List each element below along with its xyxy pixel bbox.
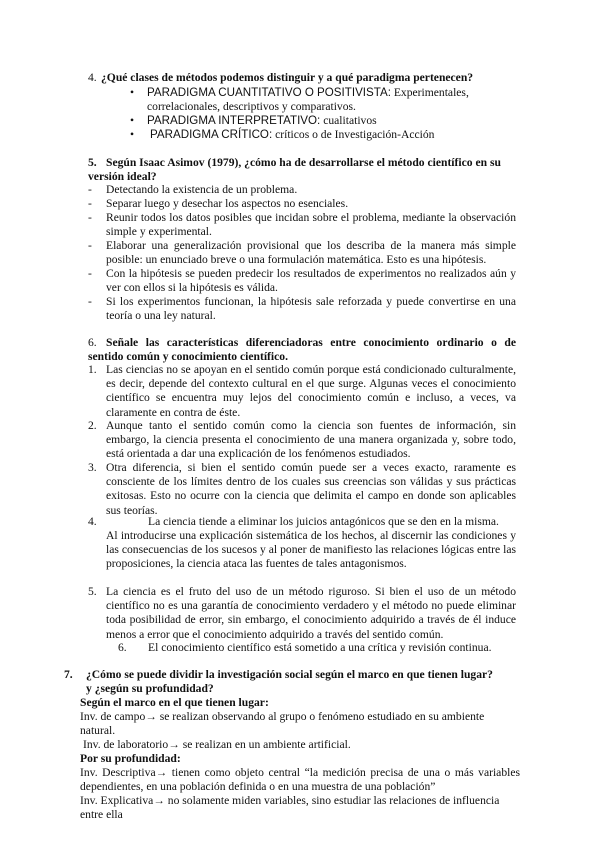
q7-question-line1: ¿Cómo se puede dividir la investigación social según el marco en que tienen lugar? xyxy=(86,668,493,681)
q4-bullet-text xyxy=(147,114,523,128)
q5-item-text: Reunir todos los datos posibles que incidan sobre el problema, mediante la observación simple y experimental. xyxy=(106,211,516,239)
q7-paragraph-explicativa: Inv. Explicativa→ no solamente miden variables, sino estudiar las relaciones de influencia entre ella xyxy=(80,794,500,822)
q4-bullet-text xyxy=(150,128,526,142)
bullet-icon: • xyxy=(130,86,135,99)
q5-heading xyxy=(88,156,518,186)
q5-item-text: Si los experimentos funcionan, la hipótesis sale reforzada y puede convertirse en una teoría o una ley natural. xyxy=(106,295,516,323)
bullet-icon: • xyxy=(130,128,135,141)
bullet-icon: • xyxy=(130,114,135,127)
q5-item: - Detectando la existencia de un problema. xyxy=(88,183,516,197)
q6-item-lead: La ciencia tiende a eliminar los juicios antagónicos que se den en la misma. xyxy=(148,515,499,528)
q6-number: 6. xyxy=(88,336,97,349)
q6-item-number: 6. xyxy=(118,641,127,654)
q7-subheading-profundidad: Por su profundidad: xyxy=(80,752,181,765)
q6-heading xyxy=(88,336,516,366)
q7-question-line2: y ¿según su profundidad? xyxy=(86,682,214,695)
q4-bullet-head: PARADIGMA CRÍTICO: xyxy=(150,128,273,141)
q6-item xyxy=(88,363,516,419)
q5-question: Según Isaac Asimov (1979), ¿cómo ha de desarrollarse el método científico en su versión ideal? xyxy=(88,156,501,184)
q5-item: - Reunir todos los datos posibles que incidan sobre el problema, mediante la observación simple y experimental. xyxy=(88,211,516,239)
q4-bullet-tail: críticos o de Investigación-Acción xyxy=(272,128,435,141)
q7-subheading-marco: Según el marco en el que tienen lugar: xyxy=(80,696,269,709)
q6-item-text: Aunque tanto el sentido común como la ciencia son fuentes de información, sin embargo, la ciencia presenta el conocimiento de una manera organizada y, sobre todo, está orientada a dar una explicación de los fenómenos estudiados. xyxy=(106,419,516,461)
q6-item-text: La ciencia es el fruto del uso de un método riguroso. Si bien el uso de un método científico no es una garantía de conocimiento verdadero y el método no puede eliminar toda posibilidad de error, sin embargo, el conocimiento adquirido a través de él induce menos a error que el conocimiento adquirido a través del sentido común. xyxy=(106,585,516,641)
q5-list xyxy=(88,183,516,323)
q4-number: 4. xyxy=(88,71,97,84)
q6-item xyxy=(88,419,516,461)
q6-item-number: 4. xyxy=(88,515,97,528)
q7-paragraph-descriptiva: Inv. Descriptiva→ tienen como objeto central “la medición precisa de una o más variables dependientes, en una población definida o en una muestra de una población” xyxy=(80,766,520,794)
q6-item-text: Al introducirse una explicación sistemática de los hechos, al discernir las condiciones y las consecuencias de los sucesos y al poner de manifiesto las relaciones lógicas entre las proposiciones, la ciencia ataca las fuentes de tales antagonismos. xyxy=(106,529,516,571)
q5-item-text: Elaborar una generalización provisional que los describa de la manera más simple posible: un enunciado breve o una formulación matemática. Esto es una hipótesis. xyxy=(106,239,516,267)
q5-item-text: Con la hipótesis se pueden predecir los resultados de experimentos no realizados aún y ver con ellos si la hipótesis es válida. xyxy=(106,267,516,295)
q5-item: - Separar luego y desechar los aspectos no esenciales. xyxy=(88,197,516,211)
q4-bullet-tail: cualitativos xyxy=(320,114,377,127)
q6-item xyxy=(88,515,516,585)
q7-paragraph-campo: Inv. de campo→ se realizan observando al grupo o fenómeno estudiado en su ambiente natural. xyxy=(80,710,485,738)
q4-bullet xyxy=(130,86,530,116)
q6-item-number: 1. xyxy=(88,363,97,376)
q6-item-number: 2. xyxy=(88,419,97,432)
q6-item-text: Las ciencias no se apoyan en el sentido común porque está condicionado culturalmente, es decir, depende del contexto cultural en el que surge. Algunas veces el conocimiento científico se encuentra muy lejos del conocimiento común e incluso, a veces, va claramente en contra de éste. xyxy=(106,363,516,419)
q5-item: - Elaborar una generalización provisional que los describa de la manera más simple posible: un enunciado breve o una formulación matemática. Esto es una hipótesis. xyxy=(88,239,516,267)
q4-question: ¿Qué clases de métodos podemos distinguir y a qué paradigma pertenecen? xyxy=(101,71,474,84)
q7-number: 7. xyxy=(64,668,73,681)
q7-paragraph-laboratorio: Inv. de laboratorio→ se realizan en un ambiente artificial. xyxy=(83,738,351,751)
q6-item xyxy=(88,585,516,641)
q6-item-number: 5. xyxy=(88,585,97,598)
q4-bullet-text xyxy=(147,86,523,114)
q4-bullet-head: PARADIGMA CUANTITATIVO O POSITIVISTA: xyxy=(147,86,391,99)
q5-number: 5. xyxy=(88,156,97,169)
q4-bullet-head: PARADIGMA INTERPRETATIVO: xyxy=(147,114,321,127)
q5-item-text: Separar luego y desechar los aspectos no esenciales. xyxy=(106,197,349,210)
q6-item-number: 3. xyxy=(88,461,97,474)
q6-item xyxy=(88,461,516,517)
q6-item-text: Otra diferencia, si bien el sentido común puede ser a veces exacto, raramente es consciente de los límites dentro de los cuales sus creencias son válidas y sus prácticas exitosas. Esto no ocurre con la ciencia que delimita el campo en donde son aplicables sus teorías. xyxy=(106,461,516,517)
q5-item: - Con la hipótesis se pueden predecir los resultados de experimentos no realizados aún y ver con ellos si la hipótesis es válida. xyxy=(88,267,516,295)
q4-bullet-tail: Experimentales, correlacionales, descriptivos y comparativos. xyxy=(147,86,469,114)
q5-item: - Si los experimentos funcionan, la hipótesis sale reforzada y puede convertirse en una teoría o una ley natural. xyxy=(88,295,516,323)
q6-question: Señale las características diferenciadoras entre conocimiento ordinario o de sentido común y conocimiento científico. xyxy=(88,336,516,364)
q6-item-text: El conocimiento científico está sometido a una crítica y revisión continua. xyxy=(148,641,492,654)
q5-item-text: Detectando la existencia de un problema. xyxy=(106,183,298,196)
